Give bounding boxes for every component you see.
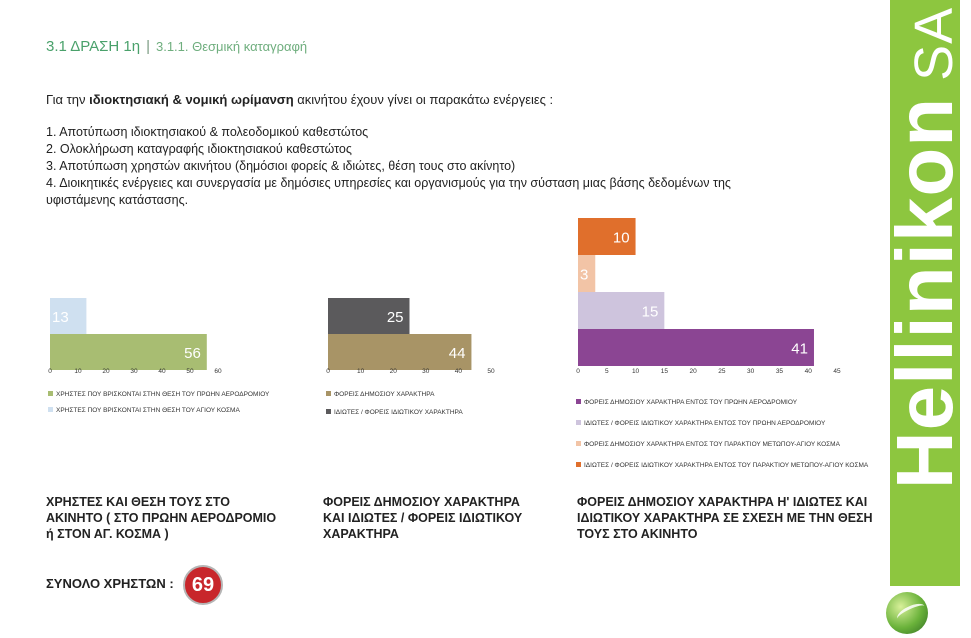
- data-label: 25: [386, 309, 404, 326]
- list-item: 3. Αποτύπωση χρηστών ακινήτου (δημόσιοι φορείς & ιδιώτες, θέση τους στο ακίνητο): [46, 159, 516, 173]
- legend-label: ΙΔΙΩΤΕΣ / ΦΟΡΕΙΣ ΙΔΙΩΤΙΚΟΥ ΧΑΡΑΚΤΗΡΑ ΕΝΤΟΣ ΤΟΥ ΠΡΩΗΝ ΑΕΡΟΔΡΟΜΙΟΥ: [584, 420, 826, 427]
- legend-swatch: [576, 462, 581, 467]
- list-item: 2. Ολοκλήρωση καταγραφής ιδιοκτησιακού καθεστώτος: [46, 142, 352, 156]
- tick-label: 45: [833, 368, 841, 375]
- caption-line: ΦΟΡΕΙΣ ΔΗΜΟΣΙΟΥ ΧΑΡΑΚΤΗΡΑ Η' ΙΔΙΩΤΕΣ ΚΑΙ: [577, 495, 868, 509]
- brand-suffix: SA: [904, 6, 964, 97]
- data-label: 44: [448, 345, 466, 362]
- legend-swatch: [326, 391, 331, 396]
- intro-after: ακινήτου έχουν γίνει οι παρακάτω ενέργειες :: [293, 92, 554, 107]
- tick-label: 60: [214, 368, 222, 375]
- page-header: [46, 38, 307, 55]
- tick-label: 50: [487, 368, 495, 375]
- caption-line: ΦΟΡΕΙΣ ΔΗΜΟΣΙΟΥ ΧΑΡΑΚΤΗΡΑ: [323, 495, 520, 509]
- caption-public-private: [323, 494, 522, 542]
- header-title: 3.1 ΔΡΑΣΗ 1η: [46, 38, 141, 55]
- legend-swatch: [48, 407, 53, 412]
- actions-list: [46, 124, 786, 209]
- data-label: 13: [52, 309, 69, 326]
- intro-bold: ιδιοκτησιακή & νομική ωρίμανση: [89, 92, 294, 107]
- list-item: 1. Αποτύπωση ιδιοκτησιακού & πολεοδομικού καθεστώτος: [46, 125, 369, 139]
- tick-label: 0: [326, 368, 330, 375]
- tick-label: 15: [660, 368, 668, 375]
- tick-label: 10: [631, 368, 640, 375]
- tick-label: 0: [48, 368, 52, 375]
- legend-swatch: [326, 409, 331, 414]
- legend-label: ΙΔΙΩΤΕΣ / ΦΟΡΕΙΣ ΙΔΙΩΤΙΚΟΥ ΧΑΡΑΚΤΗΡΑ: [334, 409, 463, 416]
- legend-swatch: [576, 420, 581, 425]
- chart-public-private: [320, 290, 540, 430]
- legend-swatch: [576, 441, 581, 446]
- tick-label: 30: [422, 368, 430, 375]
- header-separator: |: [146, 38, 150, 55]
- tick-label: 10: [74, 368, 82, 375]
- chart-users-location: [40, 290, 290, 430]
- tick-label: 35: [775, 368, 784, 375]
- tick-label: 30: [747, 368, 755, 375]
- tick-label: 40: [804, 368, 812, 375]
- caption-line: ΧΡΗΣΤΕΣ ΚΑΙ ΘΕΣΗ ΤΟΥΣ ΣΤΟ: [46, 495, 230, 509]
- caption-line: ΚΑΙ ΙΔΙΩΤΕΣ / ΦΟΡΕΙΣ ΙΔΙΩΤΙΚΟΥ: [323, 511, 523, 525]
- tick-label: 20: [389, 368, 397, 375]
- legend-label: ΧΡΗΣΤΕΣ ΠΟΥ ΒΡΙΣΚΟΝΤΑΙ ΣΤΗΝ ΘΕΣΗ ΤΟΥ ΠΡΩΗΝ ΑΕΡΟΔΡΟΜΙΟΥ: [56, 391, 270, 398]
- tick-label: 20: [102, 368, 110, 375]
- brand-sidebar: [880, 0, 969, 586]
- tick-label: 40: [454, 368, 463, 375]
- tick-label: 10: [356, 368, 365, 375]
- tick-label: 40: [158, 368, 166, 375]
- header-subtitle: 3.1.1. Θεσμική καταγραφή: [155, 39, 308, 54]
- tick-label: 0: [576, 368, 580, 375]
- legend-label: ΧΡΗΣΤΕΣ ΠΟΥ ΒΡΙΣΚΟΝΤΑΙ ΣΤΗΝ ΘΕΣΗ ΤΟΥ ΑΓΙΟΥ ΚΟΣΜΑ: [56, 407, 240, 414]
- tick-label: 25: [718, 368, 726, 375]
- tick-label: 50: [186, 368, 194, 375]
- legend-label: ΙΔΙΩΤΕΣ / ΦΟΡΕΙΣ ΙΔΙΩΤΙΚΟΥ ΧΑΡΑΚΤΗΡΑ ΕΝΤΟΣ ΤΟΥ ΠΑΡΑΚΤΙΟΥ ΜΕΤΩΠΟΥ-ΑΓΙΟΥ ΚΟΣΜΑ: [584, 462, 869, 469]
- bar: [578, 329, 814, 366]
- data-label: 10: [612, 229, 630, 247]
- brand-main: Hellinikon: [880, 96, 969, 490]
- chart-location-type: [570, 210, 870, 480]
- legend-swatch: [48, 391, 53, 396]
- tick-label: 20: [689, 368, 697, 375]
- data-label: 3: [580, 266, 589, 284]
- caption-location-type: [577, 494, 873, 542]
- intro-before: Για την: [46, 92, 90, 107]
- caption-line: ΤΟΥΣ ΣΤΟ ΑΚΙΝΗΤΟ: [577, 527, 698, 541]
- data-label: 41: [791, 340, 808, 358]
- data-label: 56: [184, 345, 201, 362]
- legend-label: ΦΟΡΕΙΣ ΔΗΜΟΣΙΟΥ ΧΑΡΑΚΤΗΡΑ ΕΝΤΟΣ ΤΟΥ ΠΡΩΗΝ ΑΕΡΟΔΡΟΜΙΟΥ: [584, 399, 798, 406]
- list-item: 4. Διοικητικές ενέργειες και συνεργασία με δημόσιες υπηρεσίες και οργανισμούς για την σύσταση μιας βάσης δεδομένων της υφιστάμενης κατάστασης.: [46, 176, 731, 207]
- legend-swatch: [576, 399, 581, 404]
- caption-line: ή ΣΤΟΝ ΑΓ. ΚΟΣΜΑ ): [46, 527, 169, 541]
- legend-label: ΦΟΡΕΙΣ ΔΗΜΟΣΙΟΥ ΧΑΡΑΚΤΗΡΑ ΕΝΤΟΣ ΤΟΥ ΠΑΡΑΚΤΙΟΥ ΜΕΤΩΠΟΥ-ΑΓΙΟΥ ΚΟΣΜΑ: [584, 441, 840, 448]
- tick-label: 5: [604, 368, 609, 375]
- total-users-label: ΣΥΝΟΛΟ ΧΡΗΣΤΩΝ :: [46, 576, 174, 591]
- caption-users-location: [46, 494, 276, 542]
- tick-label: 30: [130, 368, 138, 375]
- legend-label: ΦΟΡΕΙΣ ΔΗΜΟΣΙΟΥ ΧΑΡΑΚΤΗΡΑ: [334, 391, 435, 398]
- caption-line: ΑΚΙΝΗΤΟ ( ΣΤΟ ΠΡΩΗΝ ΑΕΡΟΔΡΟΜΙΟ: [46, 511, 277, 525]
- brand-wordmark: [879, 7, 971, 489]
- caption-line: ΙΔΙΩΤΙΚΟΥ ΧΑΡΑΚΤΗΡΑ ΣΕ ΣΧΕΣΗ ΜΕ ΤΗΝ ΘΕΣΗ: [577, 511, 873, 525]
- intro-text: [46, 92, 553, 107]
- caption-line: ΧΑΡΑΚΤΗΡΑ: [323, 527, 399, 541]
- data-label: 15: [641, 303, 659, 321]
- total-users-badge: 69: [183, 565, 223, 605]
